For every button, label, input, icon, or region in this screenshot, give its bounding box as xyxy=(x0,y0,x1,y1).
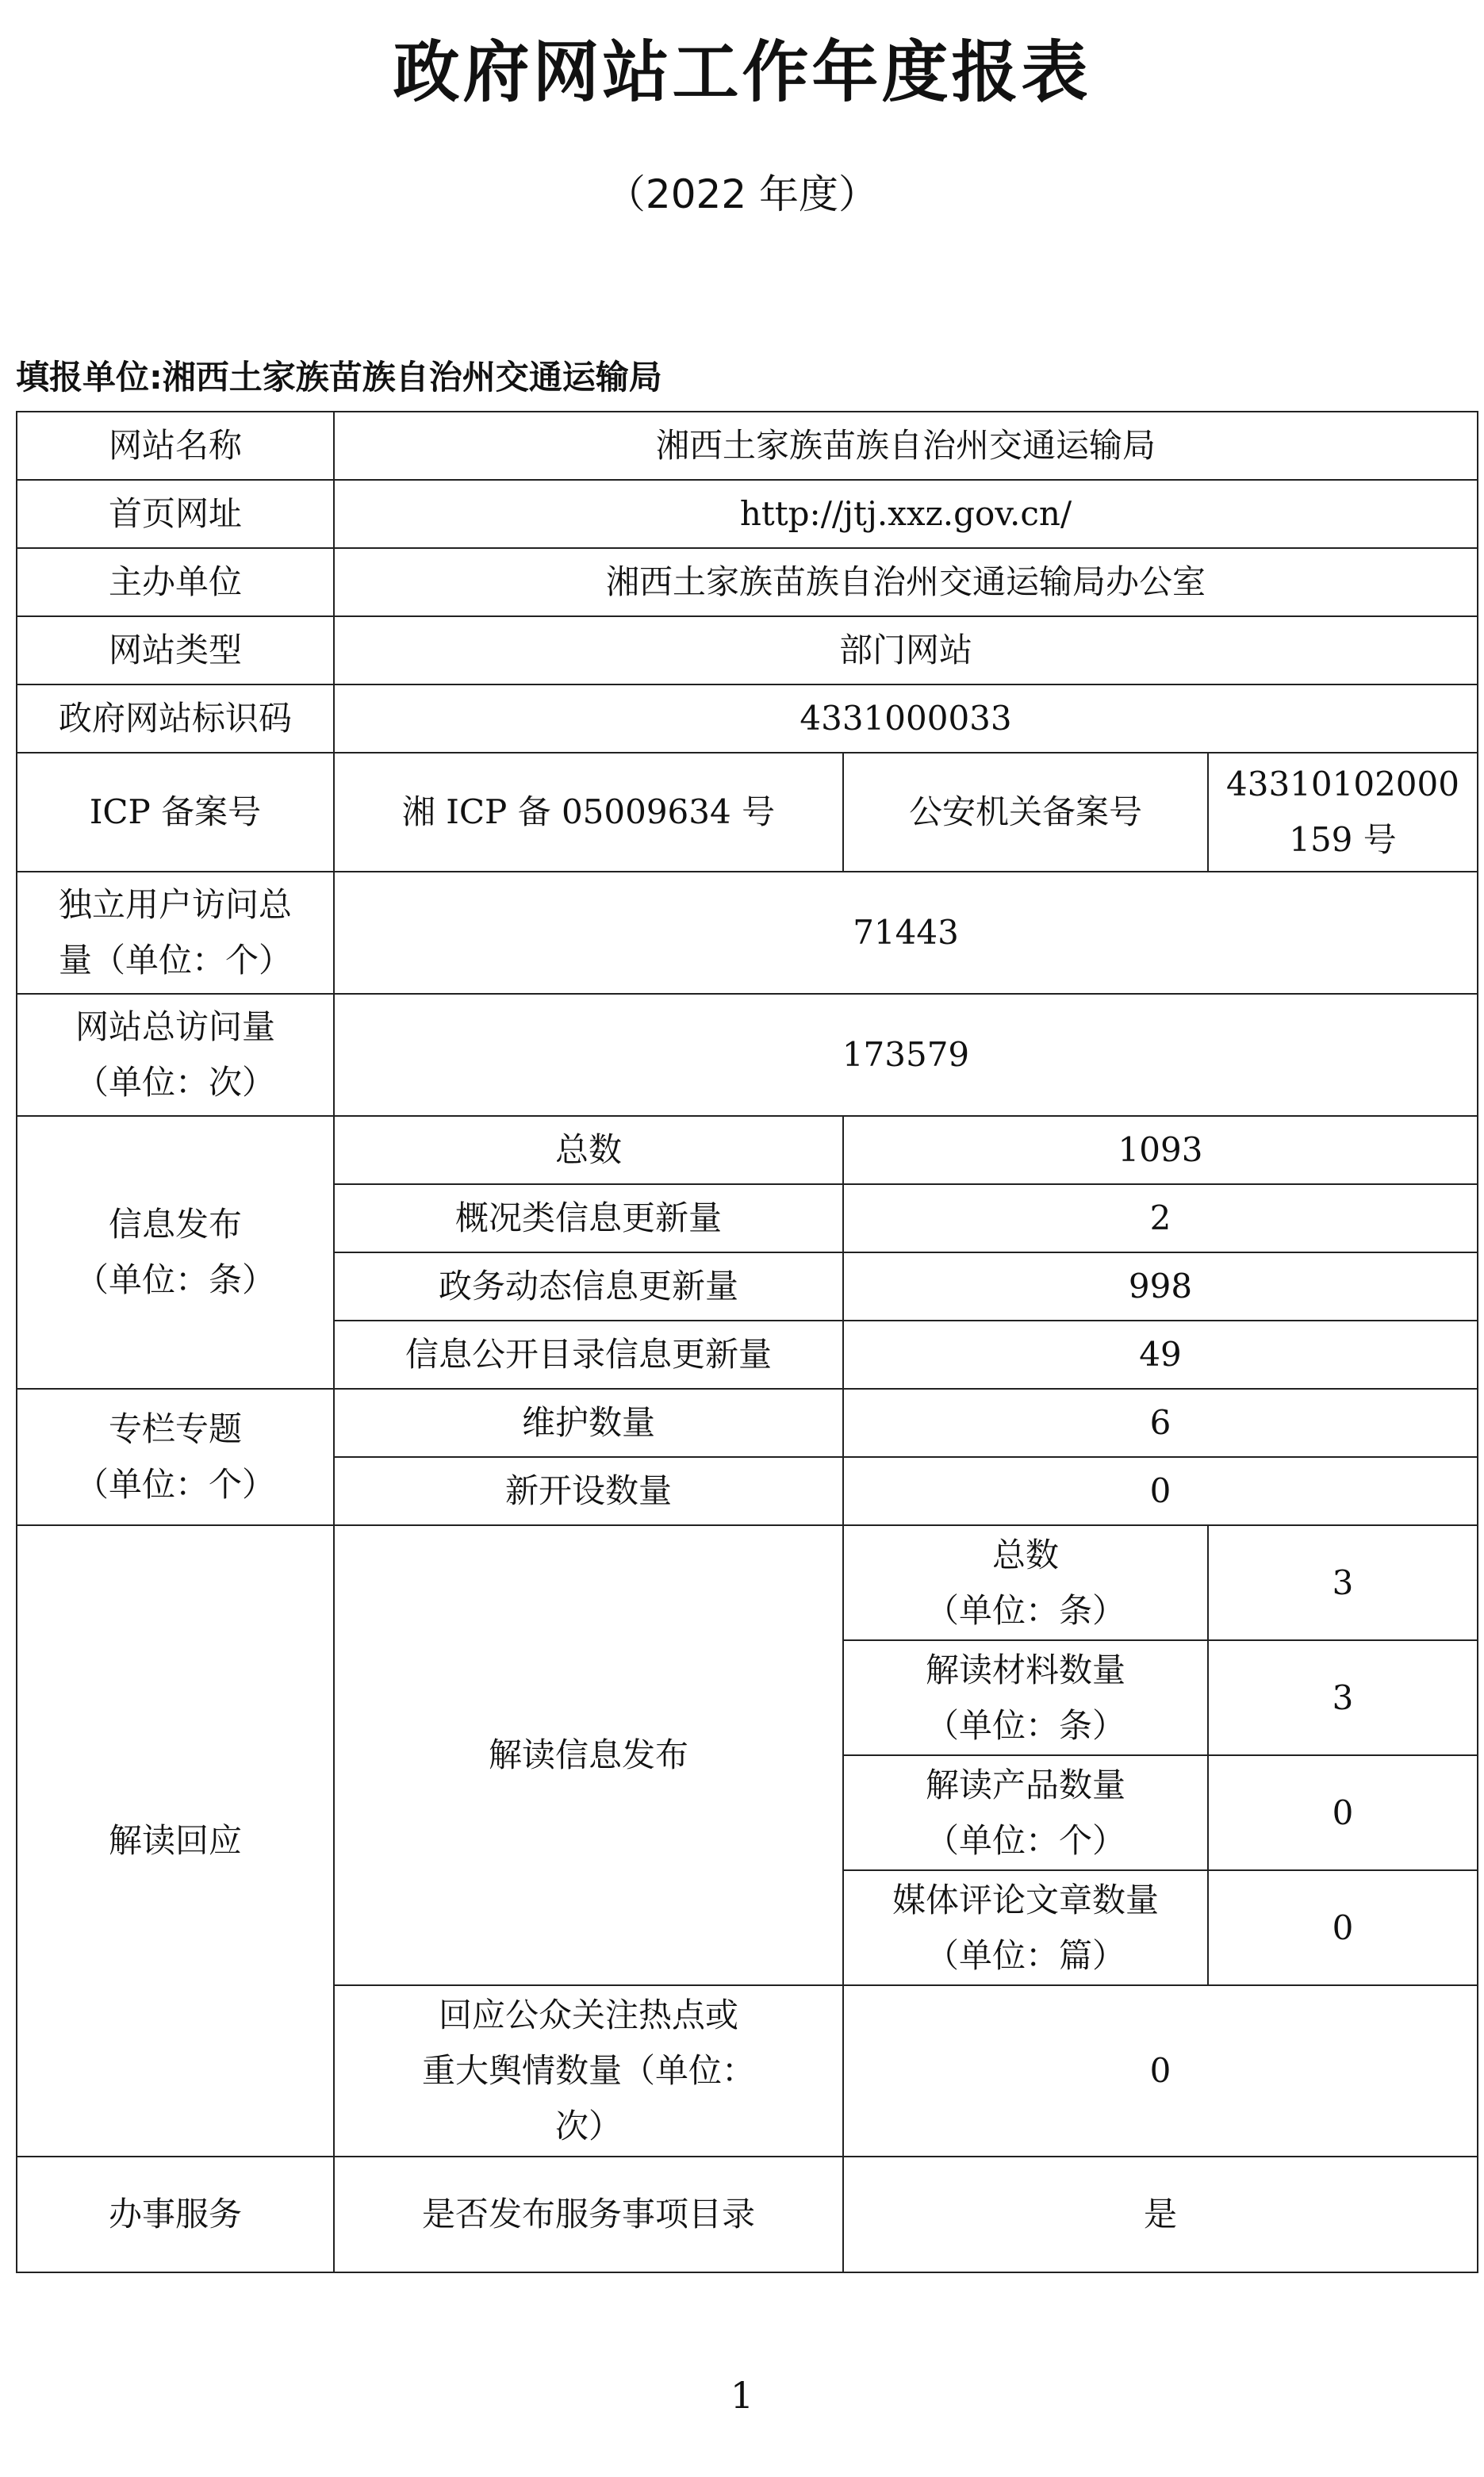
row-label-line: 解读材料数量 xyxy=(925,1650,1125,1689)
row-label: 网站名称 xyxy=(17,412,334,480)
sub-value: 3 xyxy=(1208,1525,1478,1640)
row-label-line: （单位：条） xyxy=(925,1590,1125,1630)
row-label-line: （单位：个） xyxy=(925,1820,1125,1860)
table-row xyxy=(17,2157,1478,2272)
sub-label: 新开设数量 xyxy=(334,1457,843,1525)
sub-value: 0 xyxy=(843,1457,1478,1525)
sub-value: 998 xyxy=(843,1252,1478,1321)
row-label xyxy=(17,994,334,1116)
row-label-line: 总数 xyxy=(991,1535,1059,1574)
row-label-line: （单位：条） xyxy=(75,1260,275,1299)
sub-value: 0 xyxy=(1208,1870,1478,1985)
row-label: 网站类型 xyxy=(17,616,334,684)
table-row xyxy=(17,753,1478,872)
sub-value: 3 xyxy=(1208,1640,1478,1755)
table-row xyxy=(17,1116,1478,1184)
sub-label: 政务动态信息更新量 xyxy=(334,1252,843,1321)
page-number: 1 xyxy=(730,2374,754,2417)
row-label-line: 信息发布 xyxy=(108,1205,242,1244)
site-code-value: 4331000033 xyxy=(334,684,1478,753)
table-row xyxy=(17,480,1478,548)
sub-value: 1093 xyxy=(843,1116,1478,1184)
row-label-line: 量（单位：个） xyxy=(58,941,292,980)
row-label-line: 次） xyxy=(554,2107,622,2145)
report-table xyxy=(16,411,1478,2273)
police-record-label: 公安机关备案号 xyxy=(843,753,1208,872)
sub-value: 6 xyxy=(843,1389,1478,1457)
info-publish-label xyxy=(17,1116,334,1389)
sub-label xyxy=(843,1640,1208,1755)
sponsor-value: 湘西土家族苗族自治州交通运输局办公室 xyxy=(334,548,1478,616)
unique-visitors-value: 71443 xyxy=(334,872,1478,994)
response-value: 0 xyxy=(843,1985,1478,2157)
police-record-value-line: 43310102000 xyxy=(1226,765,1459,803)
row-label xyxy=(17,872,334,994)
table-row xyxy=(17,1389,1478,1457)
service-label: 办事服务 xyxy=(17,2157,334,2272)
table-row xyxy=(17,1525,1478,1640)
row-label: ICP 备案号 xyxy=(17,753,334,872)
row-label-line: （单位：个） xyxy=(75,1465,275,1504)
columns-label xyxy=(17,1389,334,1525)
report-year: （2022 年度） xyxy=(605,171,879,217)
total-visits-value: 173579 xyxy=(334,994,1478,1116)
table-row xyxy=(17,684,1478,753)
sub-value: 0 xyxy=(1208,1755,1478,1870)
row-label-line: （单位：次） xyxy=(75,1063,275,1102)
row-label-line: （单位：篇） xyxy=(925,1935,1125,1975)
sub-label: 总数 xyxy=(334,1116,843,1184)
site-type-value: 部门网站 xyxy=(334,616,1478,684)
report-title: 政府网站工作年度报表 xyxy=(393,33,1091,111)
row-label-line: 解读产品数量 xyxy=(925,1765,1125,1804)
home-url-value: http://jtj.xxz.gov.cn/ xyxy=(334,480,1478,548)
sub-label xyxy=(843,1525,1208,1640)
table-row xyxy=(17,548,1478,616)
table-row xyxy=(17,412,1478,480)
response-label xyxy=(334,1985,843,2157)
sub-label xyxy=(843,1870,1208,1985)
sub-label: 维护数量 xyxy=(334,1389,843,1457)
row-label: 政府网站标识码 xyxy=(17,684,334,753)
site-name-value: 湘西土家族苗族自治州交通运输局 xyxy=(334,412,1478,480)
reporting-unit: 填报单位:湘西土家族苗族自治州交通运输局 xyxy=(16,358,662,397)
icp-value: 湘 ICP 备 05009634 号 xyxy=(334,753,843,872)
table-row xyxy=(17,872,1478,994)
sub-label xyxy=(843,1755,1208,1870)
interpret-sub-label: 解读信息发布 xyxy=(334,1525,843,1985)
row-label-line: （单位：条） xyxy=(925,1705,1125,1745)
row-label: 主办单位 xyxy=(17,548,334,616)
interpret-label: 解读回应 xyxy=(17,1525,334,2157)
table-row xyxy=(17,994,1478,1116)
row-label-line: 专栏专题 xyxy=(108,1409,242,1448)
table-row xyxy=(17,616,1478,684)
row-label-line: 独立用户访问总 xyxy=(58,885,292,924)
sub-label: 概况类信息更新量 xyxy=(334,1184,843,1252)
row-label-line: 网站总访问量 xyxy=(75,1007,275,1046)
sub-label: 信息公开目录信息更新量 xyxy=(334,1321,843,1389)
sub-value: 2 xyxy=(843,1184,1478,1252)
sub-value: 49 xyxy=(843,1321,1478,1389)
row-label: 首页网址 xyxy=(17,480,334,548)
row-label-line: 重大舆情数量（单位： xyxy=(421,2051,755,2090)
service-item-value: 是 xyxy=(843,2157,1478,2272)
row-label-line: 回应公众关注热点或 xyxy=(438,1996,738,2034)
police-record-value xyxy=(1208,753,1478,872)
police-record-value-line: 159 号 xyxy=(1289,820,1397,859)
service-item-label: 是否发布服务事项目录 xyxy=(334,2157,843,2272)
row-label-line: 媒体评论文章数量 xyxy=(892,1880,1159,1919)
